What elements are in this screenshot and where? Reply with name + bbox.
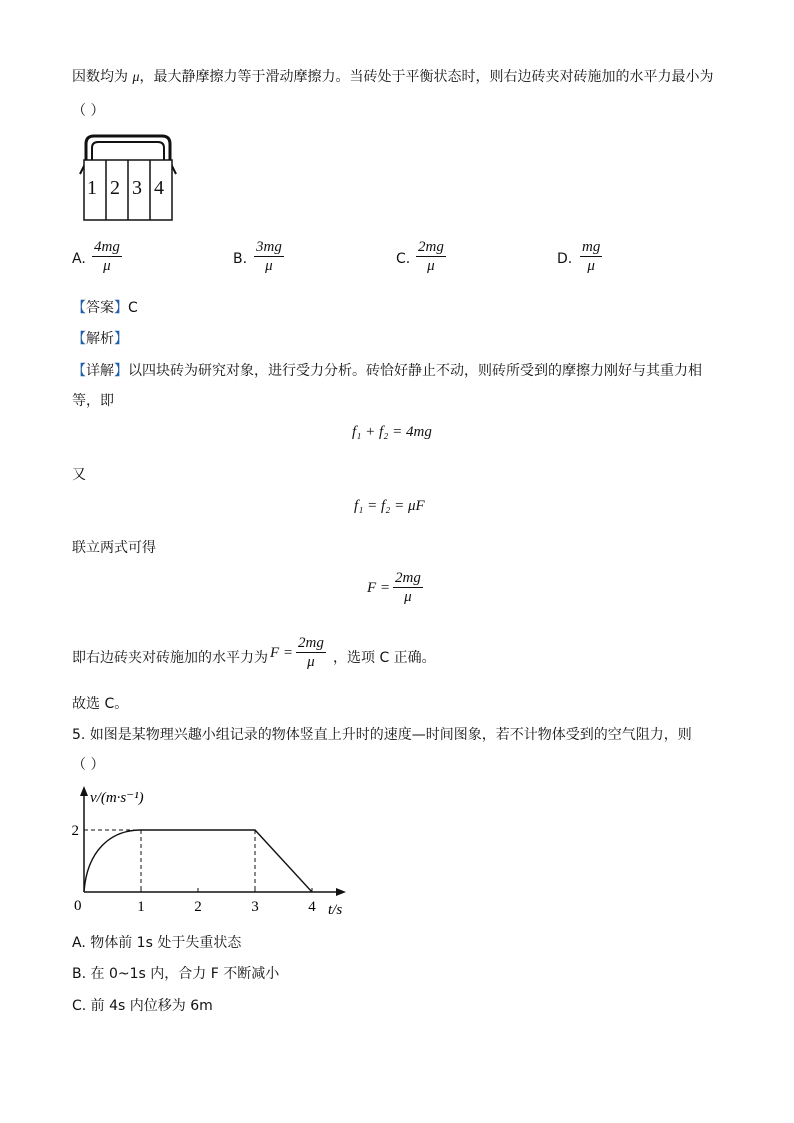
equation-3-fraction: 2mg μ	[395, 570, 421, 605]
q4-answer-paren: （ ）	[72, 103, 105, 119]
choose-line: 故选 C。	[72, 696, 129, 712]
brick-clamp-figure	[76, 132, 180, 224]
q5-option-a: A. 物体前 1s 处于失重状态	[72, 935, 242, 951]
brick-label-1: 1	[87, 177, 97, 199]
equation-2: f₁ = f₂ = μF	[354, 498, 425, 514]
option-c-fraction: 2mg μ	[418, 239, 444, 274]
brick-label-3: 3	[132, 177, 142, 199]
equation-3-lhs: F =	[367, 580, 391, 596]
text-combine: 联立两式可得	[72, 540, 156, 556]
answer-value: C	[128, 300, 138, 316]
conclusion-post: ，选项 C 正确。	[333, 650, 436, 666]
detail-line2: 等，即	[72, 393, 114, 409]
option-a-fraction: 4mg μ	[94, 239, 120, 274]
x-tick-2: 2	[194, 899, 202, 915]
y-axis-arrow	[80, 786, 88, 796]
velocity-time-chart	[66, 780, 356, 920]
brick-label-2: 2	[110, 177, 120, 199]
conclusion-pre: 即右边砖夹对砖施加的水平力为	[72, 650, 268, 666]
option-b-fraction: 3mg μ	[256, 239, 282, 274]
x-axis-arrow	[336, 888, 346, 896]
q4-stem-line1: 因数均为 μ，最大静摩擦力等于滑动摩擦力。当砖处于平衡状态时，则右边砖夹对砖施加的水平力最小为	[72, 69, 714, 85]
option-d-letter: D.	[557, 251, 573, 267]
equation-1: f₁ + f₂ = 4mg	[352, 424, 432, 440]
x-tick-3: 3	[251, 899, 259, 915]
answer-tag: 答案	[86, 300, 114, 316]
analysis-heading: 【解析】	[72, 331, 128, 347]
option-d-fraction: mg μ	[582, 239, 601, 274]
option-a-letter: A.	[72, 251, 86, 267]
origin-label: 0	[74, 898, 82, 914]
conclusion-fraction: 2mg μ	[298, 635, 324, 670]
q5-answer-paren: （ ）	[72, 757, 105, 773]
x-tick-4: 4	[308, 899, 316, 915]
text-you: 又	[72, 467, 86, 483]
y-axis-label: v/(m·s⁻¹)	[90, 790, 144, 806]
x-axis-label: t/s	[328, 902, 343, 918]
option-b-letter: B.	[233, 251, 248, 267]
answer-line: 【答案】C	[72, 300, 138, 316]
option-c-letter: C.	[396, 251, 411, 267]
x-tick-1: 1	[137, 899, 145, 915]
conclusion-lhs: F =	[270, 645, 294, 661]
velocity-series-line	[84, 830, 312, 892]
y-tick-2: 2	[71, 823, 79, 839]
brick-label-4: 4	[154, 177, 164, 199]
detail-line1: 【详解】以四块砖为研究对象，进行受力分析。砖恰好静止不动，则砖所受到的摩擦力刚好与其重力相	[72, 363, 702, 379]
q5-option-c: C. 前 4s 内位移为 6m	[72, 998, 213, 1014]
q5-option-b: B. 在 0~1s 内，合力 F 不断减小	[72, 966, 280, 982]
q5-stem: 5. 如图是某物理兴趣小组记录的物体竖直上升时的速度—时间图象，若不计物体受到的空气阻力，则	[72, 727, 692, 743]
